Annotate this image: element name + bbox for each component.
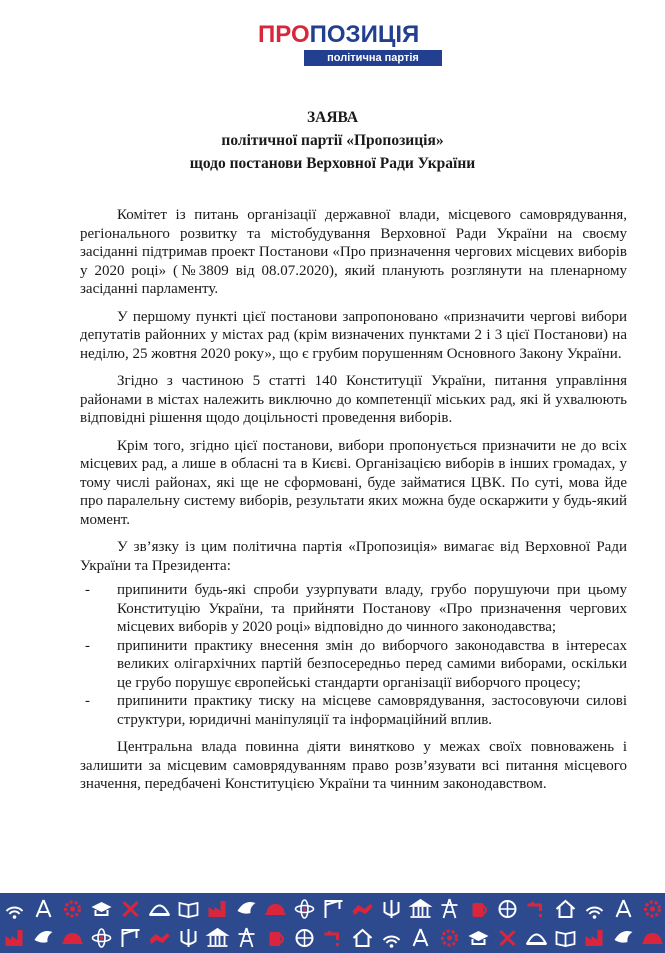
footer-icons <box>0 893 665 953</box>
beer-icon <box>270 932 284 946</box>
handshake-icon <box>150 933 170 944</box>
paragraph-3: Згідно з частиною 5 статті 140 Конституції України, питання управління районами в містах належить виключно до компетенції міських рад, які й ухвалюють відповідні рішення щодо доцільності проведення виборів. <box>80 373 627 426</box>
dove-icon <box>238 902 256 914</box>
list-item-text: припинити будь-які спроби узурпувати владу, грубо порушуючи при цьому Конституцію України, та прийняти Постанову «Про призначення чергових місцевих виборів у 2020 році» відповідно до чинного законодавства; <box>117 582 627 635</box>
factory-icon <box>209 901 226 917</box>
temple-icon <box>208 929 228 946</box>
helmet-icon <box>63 933 83 943</box>
handshake-icon <box>353 904 373 915</box>
crane-icon <box>326 901 343 918</box>
ball-icon <box>500 901 516 917</box>
pylon-icon <box>442 899 458 918</box>
ball-icon <box>297 930 313 946</box>
paragraph-1: Комітет із питань організації державної влади, місцевого самоврядування, регіонального розвитку та містобудування Верховної Ради України на своєму засіданні підтримав проект Постанови «Про призначення чергових місцевих виборів у 2020 році» (№3809 від 08.07.2020), який планують розглянути на пленарному засіданні парламенту. <box>80 207 627 297</box>
compass-icon <box>617 900 631 917</box>
trident-icon <box>182 929 196 947</box>
compass-icon <box>414 929 428 946</box>
gear-icon <box>646 902 660 916</box>
logo-word-part1: ПРО <box>258 21 310 48</box>
factory-icon <box>6 930 23 946</box>
wifi-icon <box>587 908 603 919</box>
atom-icon <box>296 900 314 918</box>
list-item-text: припинити практику тиску на місцеве самоврядування, застосовуючи силові структури, юридичні маніпуляції та інформаційний вплив. <box>117 693 627 728</box>
factory-icon <box>586 930 603 946</box>
party-logo <box>258 22 448 68</box>
beer-icon <box>473 903 487 917</box>
tap-icon <box>325 931 338 946</box>
list-dash: - <box>85 637 90 654</box>
compass-icon <box>37 900 51 917</box>
paragraph-6: Центральна влада повинна діяти винятково у межах своїх повноважень і залишити за місцевим самоврядуванням право розв’язувати всі питання місцевого значення, передбачені Конституцією України та чинним законодавством. <box>80 739 627 792</box>
list-item <box>80 637 627 693</box>
gear-icon <box>443 931 457 945</box>
heading-line-1: ЗАЯВА <box>306 109 359 126</box>
crane-icon <box>123 930 140 947</box>
list-item <box>80 692 627 729</box>
document-heading <box>0 106 665 175</box>
dove-icon <box>615 931 633 943</box>
book-icon <box>180 903 198 917</box>
atom-icon <box>93 929 111 947</box>
list-dash: - <box>85 582 90 598</box>
paragraph-2: У першому пункті цієї постанови запропоновано «призначити чергові вибори депутатів районних у містах рад (крім визначених пунктами 2 і 3 цієї Постанови) на неділю, 25 жовтня 2020 року», що є грубим порушенням Основного Закону України. <box>80 308 627 362</box>
graduation-cap-icon <box>92 902 112 915</box>
tools-icon <box>124 902 138 916</box>
list-dash: - <box>85 693 90 709</box>
tap-icon <box>528 902 541 917</box>
logo-subtitle: політична партія <box>304 50 442 66</box>
heading-line-3: щодо постанови Верховної Ради України <box>189 155 476 172</box>
logo-word-part2: ПОЗИЦІЯ <box>309 21 420 48</box>
hat-icon <box>527 935 547 945</box>
list-item <box>80 581 627 637</box>
heading-line-2: політичної партії «Пропозиція» <box>221 132 444 149</box>
dove-icon <box>35 931 53 943</box>
book-icon <box>557 932 575 946</box>
helmet-icon <box>643 933 663 943</box>
pylon-icon <box>239 928 255 947</box>
paragraph-5: У зв’язку із цим політична партія «Пропозиція» вимагає від Верховної Ради України та Президента: <box>80 539 627 574</box>
paragraph-4: Крім того, згідно цієї постанови, вибори пропонується призначити не до всіх місцевих рад, а лише в обласні та в Києві. Організацією виборів в інших громадах, у тому числі районах, які ще не сформовані, буде займатися ЦВК. По суті, мова йде про паралельну систему виборів, результати яких можна буде оскаржити у будь-який момент. <box>80 437 627 528</box>
wifi-icon <box>7 908 23 919</box>
wifi-icon <box>384 937 400 948</box>
helmet-icon <box>266 904 286 914</box>
logo-wordmark <box>258 22 448 48</box>
document-body <box>80 206 627 803</box>
gear-icon <box>66 902 80 916</box>
demands-list <box>80 581 627 729</box>
temple-icon <box>411 900 431 917</box>
hat-icon <box>150 906 170 916</box>
tools-icon <box>501 931 515 945</box>
list-item-text: припинити практику внесення змін до виборчого законодавства в інтересах великих олігархічних партій безпосередньо перед самими виборами, оскільки це грубо порушує європейські стандарти організації виборчого процесу; <box>117 637 627 691</box>
trident-icon <box>385 900 399 918</box>
footer-pattern-band <box>0 893 665 953</box>
house-icon <box>354 930 372 946</box>
graduation-cap-icon <box>469 931 489 944</box>
house-icon <box>557 901 575 917</box>
